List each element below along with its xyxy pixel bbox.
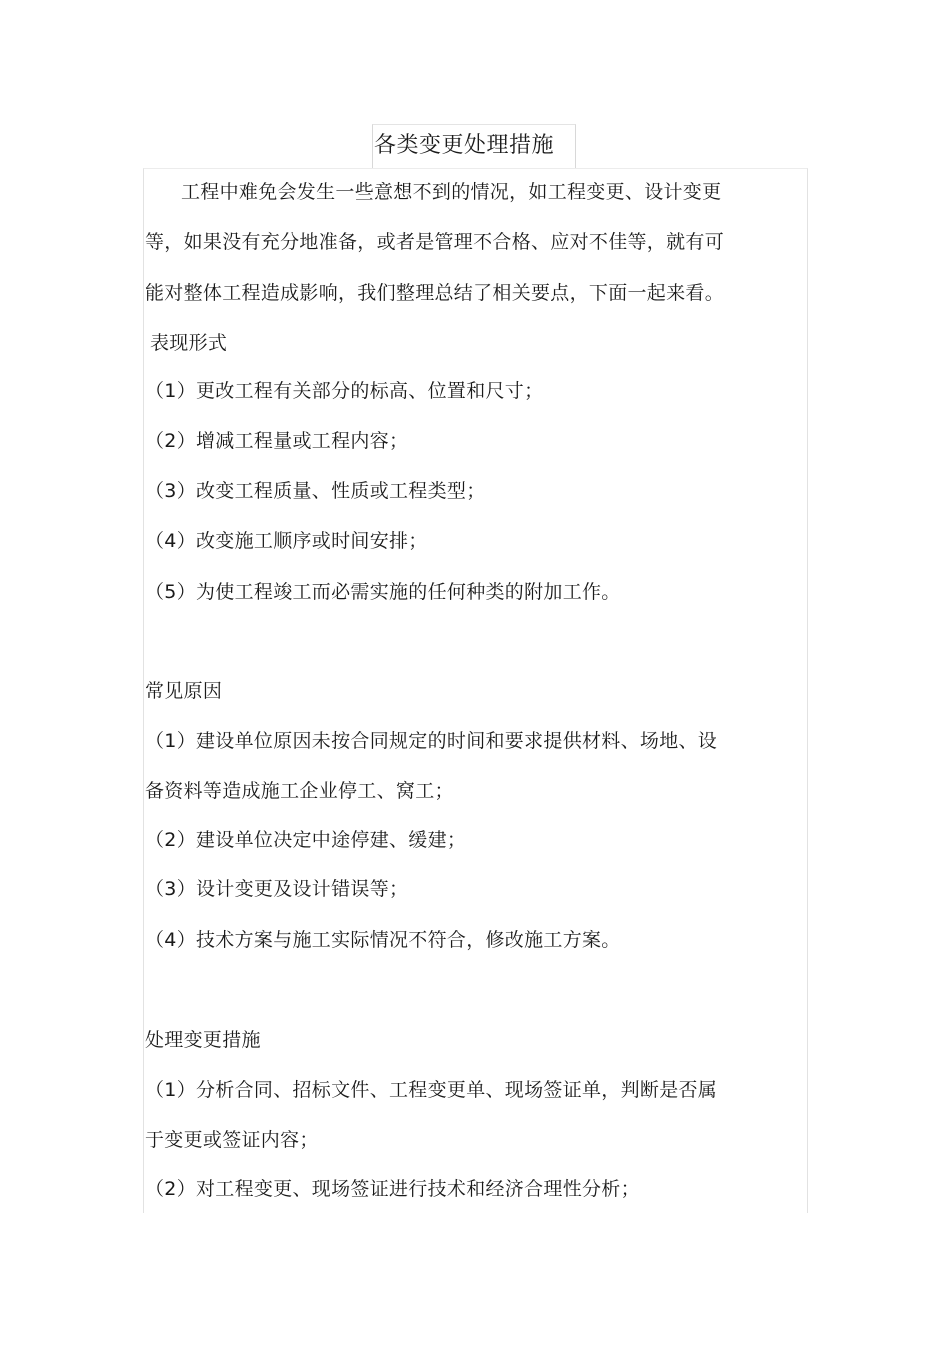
list-item: （3）设计变更及设计错误等； (145, 878, 409, 900)
list-item: （2）增减工程量或工程内容； (145, 430, 409, 452)
list-item: （4）改变施工顺序或时间安排； (145, 530, 428, 552)
intro-line-2: 等，如果没有充分地准备，或者是管理不合格、应对不佳等，就有可 (145, 231, 725, 253)
list-item: （3）改变工程质量、性质或工程类型； (145, 480, 486, 502)
document-title: 各类变更处理措施 (374, 133, 555, 158)
content-frame (143, 168, 808, 1213)
section-heading-causes: 常见原因 (145, 680, 223, 702)
list-item: （1）建设单位原因未按合同规定的时间和要求提供材料、场地、设 (145, 730, 718, 752)
list-item: （2）建设单位决定中途停建、缓建； (145, 829, 467, 851)
list-item-continuation: 备资料等造成施工企业停工、窝工； (145, 780, 454, 802)
section-heading-measures: 处理变更措施 (145, 1029, 261, 1051)
intro-line-1: 工程中难免会发生一些意想不到的情况，如工程变更、设计变更 (181, 181, 722, 203)
list-item: （4）技术方案与施工实际情况不符合，修改施工方案。 (145, 929, 621, 951)
list-item: （1）分析合同、招标文件、工程变更单、现场签证单，判断是否属 (145, 1079, 718, 1101)
list-item: （5）为使工程竣工而必需实施的任何种类的附加工作。 (145, 581, 621, 603)
list-item: （1）更改工程有关部分的标高、位置和尺寸； (145, 380, 544, 402)
section-heading-forms: 表现形式 (150, 332, 228, 354)
intro-line-3: 能对整体工程造成影响，我们整理总结了相关要点，下面一起来看。 (145, 282, 725, 304)
list-item-continuation: 于变更或签证内容； (145, 1129, 319, 1151)
list-item: （2）对工程变更、现场签证进行技术和经济合理性分析； (145, 1178, 640, 1200)
